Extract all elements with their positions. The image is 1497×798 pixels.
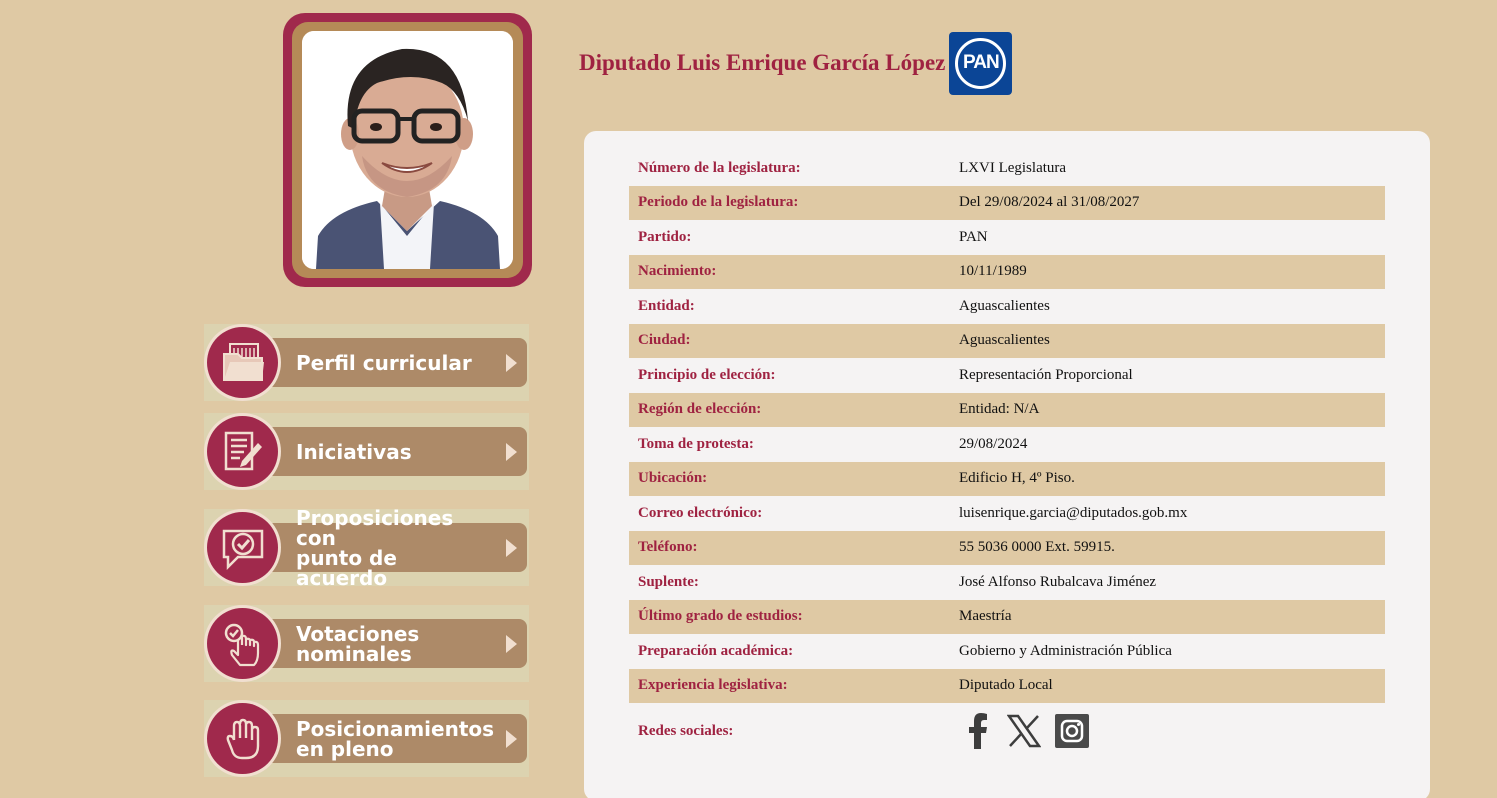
info-row: [629, 324, 1385, 359]
info-value: Edificio H, 4º Piso.: [959, 470, 1075, 487]
info-table: [629, 151, 1385, 759]
social-icons: [959, 713, 1376, 749]
info-value: LXVI Legislatura: [959, 159, 1067, 176]
header: [579, 32, 1012, 94]
chevron-right-icon: [506, 443, 517, 461]
info-row: [629, 600, 1385, 635]
email-value[interactable]: luisenrique.garcia@diputados.gob.mx: [959, 504, 1188, 521]
info-row: [629, 531, 1385, 566]
speech-check-icon: [220, 525, 266, 571]
perfil-curricular-button[interactable]: [204, 324, 529, 401]
party-logo-text: PAN: [963, 52, 999, 73]
nav-label: Posicionamientos en pleno: [296, 716, 495, 761]
info-card: [584, 131, 1430, 798]
info-key: Último grado de estudios:: [638, 608, 803, 625]
profile-photo-frame: [283, 13, 532, 287]
info-value: Del 29/08/2024 al 31/08/2027: [959, 194, 1140, 211]
party-logo: [949, 32, 1012, 95]
nav-label: Iniciativas: [296, 439, 412, 464]
info-row: [629, 255, 1385, 290]
info-row: [629, 289, 1385, 324]
info-key: Toma de protesta:: [638, 435, 754, 452]
posicionamientos-button[interactable]: [204, 700, 529, 777]
proposiciones-button[interactable]: [204, 505, 529, 590]
profile-photo: [302, 31, 513, 269]
raised-hand-icon: [220, 716, 266, 762]
info-key: Ciudad:: [638, 332, 691, 349]
document-pen-icon: [220, 429, 266, 475]
info-row: [629, 220, 1385, 255]
info-key: Ubicación:: [638, 470, 708, 487]
info-row: [629, 358, 1385, 393]
info-key: Periodo de la legislatura:: [638, 194, 799, 211]
social-row: [629, 703, 1385, 759]
nav-label: Perfil curricular: [296, 350, 472, 375]
info-value: Diputado Local: [959, 677, 1053, 694]
info-key: Número de la legislatura:: [638, 159, 801, 176]
info-key: Suplente:: [638, 573, 699, 590]
info-row: [629, 427, 1385, 462]
info-row: [629, 393, 1385, 428]
info-key: Preparación académica:: [638, 642, 794, 659]
chevron-right-icon: [506, 539, 517, 557]
info-value: Maestría: [959, 608, 1012, 625]
info-value: Gobierno y Administración Pública: [959, 642, 1172, 659]
chevron-right-icon: [506, 635, 517, 653]
info-row: [629, 462, 1385, 497]
info-key: Correo electrónico:: [638, 504, 763, 521]
info-value: 55 5036 0000 Ext. 59915.: [959, 539, 1115, 556]
info-row: [629, 496, 1385, 531]
info-value: PAN: [959, 228, 988, 245]
social-label: Redes sociales:: [638, 722, 734, 739]
info-value: 10/11/1989: [959, 263, 1027, 280]
portrait-image: [302, 31, 513, 269]
info-value: Aguascalientes: [959, 297, 1050, 314]
info-key: Región de elección:: [638, 401, 762, 418]
info-key: Teléfono:: [638, 539, 698, 556]
nav-label: Votaciones nominales: [296, 621, 420, 666]
info-row: [629, 669, 1385, 704]
info-value: Aguascalientes: [959, 332, 1050, 349]
info-key: Principio de elección:: [638, 366, 776, 383]
iniciativas-button[interactable]: [204, 413, 529, 490]
facebook-icon[interactable]: [963, 713, 993, 749]
info-key: Experiencia legislativa:: [638, 677, 788, 694]
info-row: [629, 151, 1385, 186]
info-key: Partido:: [638, 228, 692, 245]
page-title: Diputado Luis Enrique García López: [579, 50, 946, 75]
info-row: [629, 186, 1385, 221]
x-icon[interactable]: [1007, 714, 1041, 748]
nav-label: Proposiciones con punto de acuerdo: [296, 505, 454, 590]
chevron-right-icon: [506, 354, 517, 372]
info-value: José Alfonso Rubalcava Jiménez: [959, 573, 1157, 590]
info-row: [629, 634, 1385, 669]
info-value: 29/08/2024: [959, 435, 1028, 452]
chevron-right-icon: [506, 730, 517, 748]
hand-vote-icon: [220, 621, 266, 667]
votaciones-button[interactable]: [204, 605, 529, 682]
info-value: Entidad: N/A: [959, 401, 1040, 418]
info-value: Representación Proporcional: [959, 366, 1133, 383]
folder-icon: [220, 340, 266, 386]
info-key: Nacimiento:: [638, 263, 717, 280]
instagram-icon[interactable]: [1055, 714, 1089, 748]
info-key: Entidad:: [638, 297, 695, 314]
info-row: [629, 565, 1385, 600]
